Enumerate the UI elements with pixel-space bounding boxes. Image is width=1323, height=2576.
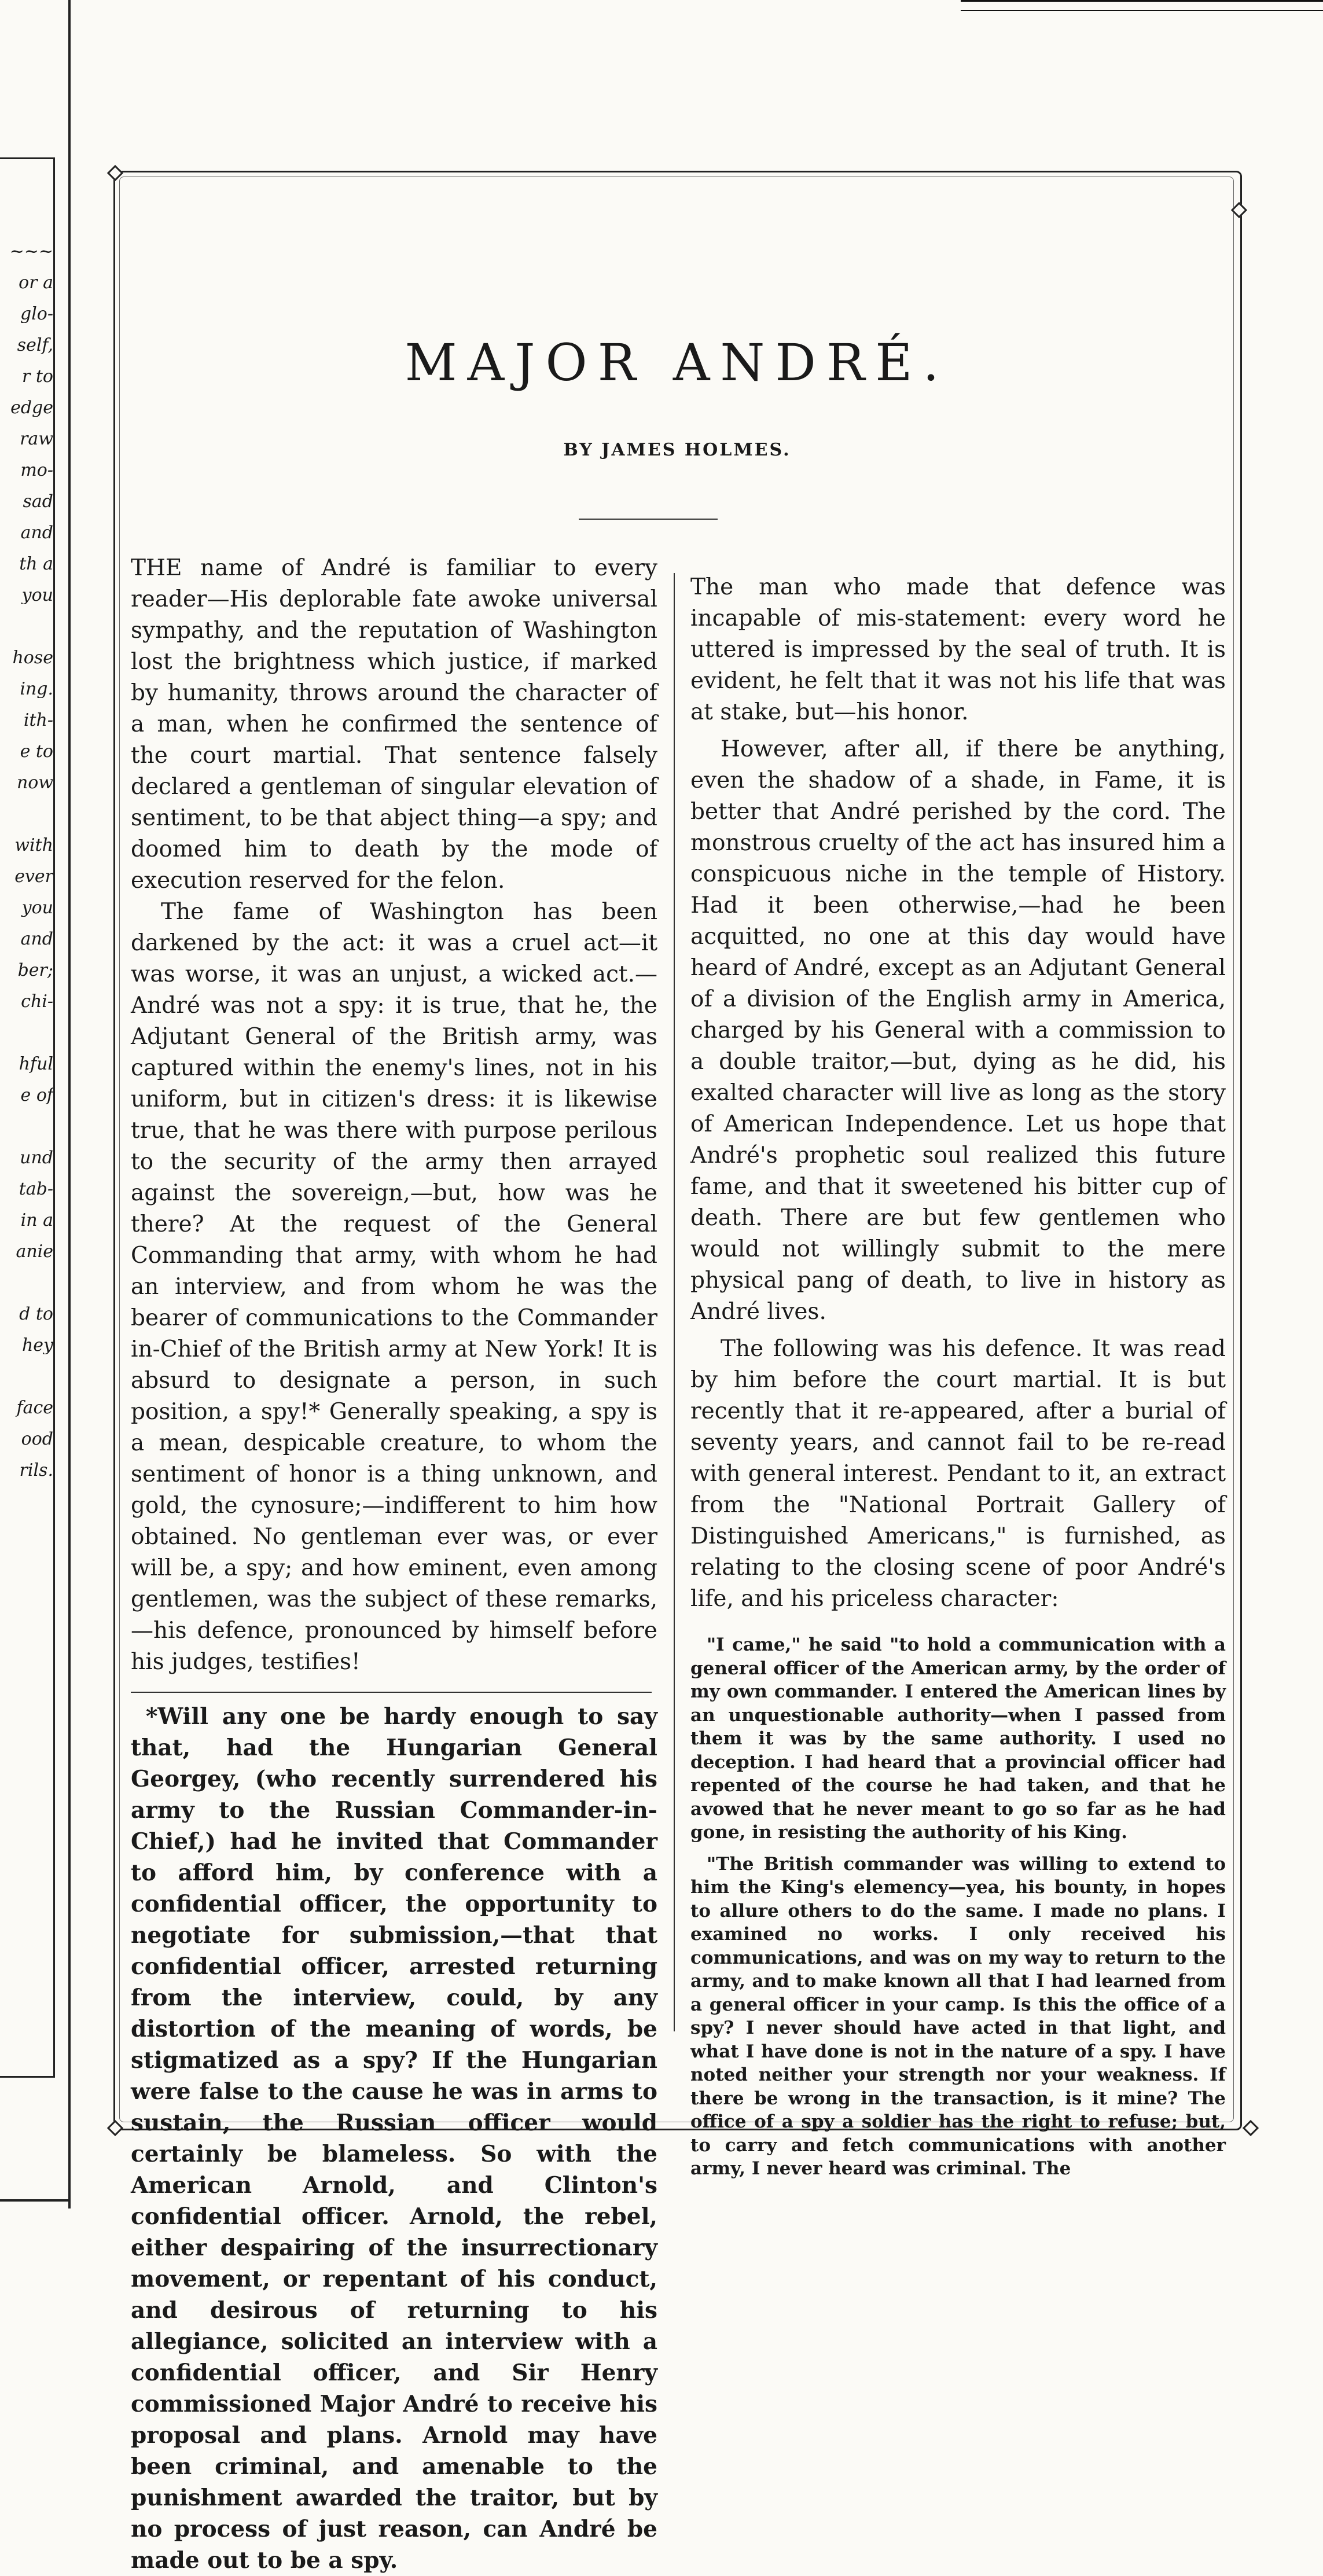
- frame-corner-ornament-icon: [108, 2121, 120, 2133]
- page-gutter-line: [68, 0, 71, 2208]
- previous-page-text-fragment: chi-: [21, 993, 53, 1010]
- frame-corner-ornament-icon: [108, 166, 120, 178]
- previous-page-text-fragment: ber;: [17, 962, 53, 979]
- previous-page-text-fragment: raw: [20, 431, 53, 448]
- paragraph: The man who made that defence was incapable of mis-statement: every word he uttered is impressed by the seal of truth. It is evident, he felt that it was not his life that was at stake, but—his honor.: [690, 574, 1226, 725]
- previous-page-text-fragment: ~~~: [9, 243, 53, 260]
- previous-page-text-fragment: sad: [23, 493, 53, 510]
- previous-page-text-fragment: now: [16, 774, 53, 792]
- paragraph: THE name of André is familiar to every reader—His deplorable fate awoke universal sympathy, and the reputation of Washington lost the brightness which justice, if marked by humanity, throws around the character of a man, when he confirmed the sentence of the court martial. That sentence falsely declared a gentleman of singular elevation of sentiment, to be that abject thing—a spy; and doomed him to death by the mode of execution reserved for the felon.: [131, 555, 657, 894]
- previous-page-bottom-rule: [0, 2199, 71, 2202]
- article-title: MAJOR ANDRÉ.: [405, 333, 950, 392]
- top-rule: [961, 0, 1323, 11]
- previous-page-text-fragment: ood: [21, 1431, 53, 1448]
- previous-page-text-fragment: hful: [19, 1056, 53, 1073]
- previous-page-text-fragment: mo-: [20, 462, 53, 479]
- previous-page-text-fragment: edge: [10, 399, 53, 417]
- defence-quote: "The British commander was willing to extend to him the King's elemency—yea, his bounty, in hopes to allure others to do the same. I made no plans. I examined no works. I only received his communications, and was on my way to return to the army, and to make known all that I had learned from a general officer in your camp. Is this the office of a spy? I never should have acted in that light, and what I have done is not in the nature of a spy. I have noted neither your strength nor your weakness. If there be wrong in the transaction, is it mine? The office of a spy a soldier has the right to refuse; but, to carry and fetch communications with another army, I never heard was criminal. The: [690, 1853, 1226, 2179]
- previous-page-text-fragment: self,: [17, 337, 53, 354]
- previous-page-text-fragment: glo-: [20, 306, 53, 323]
- previous-page-text-fragment: th a: [19, 556, 53, 573]
- footnote-rule: [131, 1692, 652, 1693]
- previous-page-text-fragment: ing.: [20, 681, 53, 698]
- paragraph: The fame of Washington has been darkened by the act: it was a cruel act—it was worse, it was an unjust, a wicked act.—André was not a spy: it is true, that he, the Adjutant General of the British army, was captured within the enemy's lines, not in his uniform, but in citizen's dress: it is likewise true, that he was there with purpose perilous to the security of the army then arrayed against the sovereign,—but, how was he there? At the request of the General Commanding that army, with whom he had an interview, and from whom he was the bearer of communications to the Commander in-Chief of the British army at New York! It is absurd to designate a person, in such position, a spy!* Generally speaking, a spy is a mean, despicable creature, to whom the sentiment of honor is a thing unknown, and gold, the cynosure;—indifferent to him how obtained. No gentleman ever was, or ever will be, a spy; and how eminent, even among gentlemen, was the subject of these remarks,—his defence, pronounced by himself before his judges, testifies!: [131, 899, 657, 1675]
- previous-page-text-fragment: you: [21, 899, 53, 917]
- previous-page-text-fragment: and: [20, 931, 53, 948]
- title-divider: [579, 519, 718, 520]
- previous-page-text-fragment: or a: [19, 274, 53, 292]
- previous-page-text-fragment: r to: [22, 368, 53, 385]
- previous-page-text-fragment: e to: [20, 743, 53, 760]
- previous-page-text-fragment: you: [21, 587, 53, 604]
- previous-page-text-fragment: und: [20, 1149, 53, 1167]
- frame-corner-ornament-icon: [1232, 203, 1244, 215]
- defence-quote: "I came," he said "to hold a communication with a general officer of the American army, by the order of my own commander. I entered the American lines by an unquestionable authority—when I passed from them it was by the same authority. I used no deception. I had heard that a provincial officer had repented of the course he had taken, and that he avowed that he never meant to go so far as he had gone, in resisting the authority of his King.: [690, 1634, 1226, 1843]
- left-column: [131, 553, 657, 2576]
- previous-page-text-fragment: tab-: [19, 1181, 53, 1198]
- right-column: [690, 572, 1226, 2181]
- column-divider: [674, 573, 675, 2031]
- previous-page-text-fragment: e of: [20, 1087, 53, 1104]
- footnote: *Will any one be hardy enough to say that, had the Hungarian General Georgey, (who recently surrendered his army to the Russian Commander-in-Chief,) had he invited that Commander to afford him, by conference with a confidential officer, the opportunity to negotiate for submission,—that that confidential officer, arrested returning from the interview, could, by any distortion of the meaning of words, be stigmatized as a spy? If the Hungarian were false to the cause he was in arms to sustain, the Russian officer would certainly be blameless. So with the American Arnold, and Clinton's confidential officer. Arnold, the rebel, either despairing of the insurrectionary movement, or repentant of his conduct, and desirous of returning to his allegiance, solicited an interview with a confidential officer, and Sir Henry commissioned Major André to receive his proposal and plans. Arnold may have been criminal, and amenable to the punishment awarded the traitor, but by no process of just reason, can André be made out to be a spy.: [131, 1703, 657, 2574]
- previous-page-text-fragment: and: [20, 524, 53, 542]
- previous-page-text-fragment: with: [14, 837, 53, 854]
- previous-page-text-fragment: anie: [16, 1243, 53, 1261]
- previous-page-text-fragment: rils.: [19, 1462, 53, 1479]
- previous-page-text-fragment: in a: [20, 1212, 53, 1229]
- paragraph: The following was his defence. It was read by him before the court martial. It is but recently that it re-appeared, after a burial of seventy years, and cannot fail to be re-read with general interest. Pendant to it, an extract from the "National Portrait Gallery of Distinguished Americans," is furnished, as relating to the closing scene of poor André's life, and his priceless character:: [690, 1336, 1226, 1612]
- previous-page-text-fragment: hose: [12, 649, 53, 667]
- previous-page-text-fragment: hey: [21, 1337, 53, 1354]
- paragraph: However, after all, if there be anything, even the shadow of a shade, in Fame, it is better that André perished by the cord. The monstrous cruelty of the act has insured him a conspicuous niche in the temple of History. Had it been otherwise,—had he been acquitted, no one at this day would have heard of André, except as an Adjutant General of a division of the English army in America, charged by his General with a commission to a double traitor,—but, dying as he did, his exalted character will live as long as the story of American Independence. Let us hope that André's prophetic soul realized this future fame, and that it sweetened his bitter cup of death. There are but few gentlemen who would not willingly submit to the mere physical pang of death, to live in history as André lives.: [690, 736, 1226, 1325]
- previous-page-text-fragment: ever: [14, 868, 53, 885]
- article-byline: BY JAMES HOLMES.: [563, 440, 791, 460]
- frame-corner-ornament-icon: [1243, 2121, 1256, 2133]
- previous-page-text-fragment: d to: [19, 1306, 53, 1323]
- previous-page-text-fragment: face: [16, 1399, 53, 1417]
- previous-page-text-fragment: ith-: [23, 712, 53, 729]
